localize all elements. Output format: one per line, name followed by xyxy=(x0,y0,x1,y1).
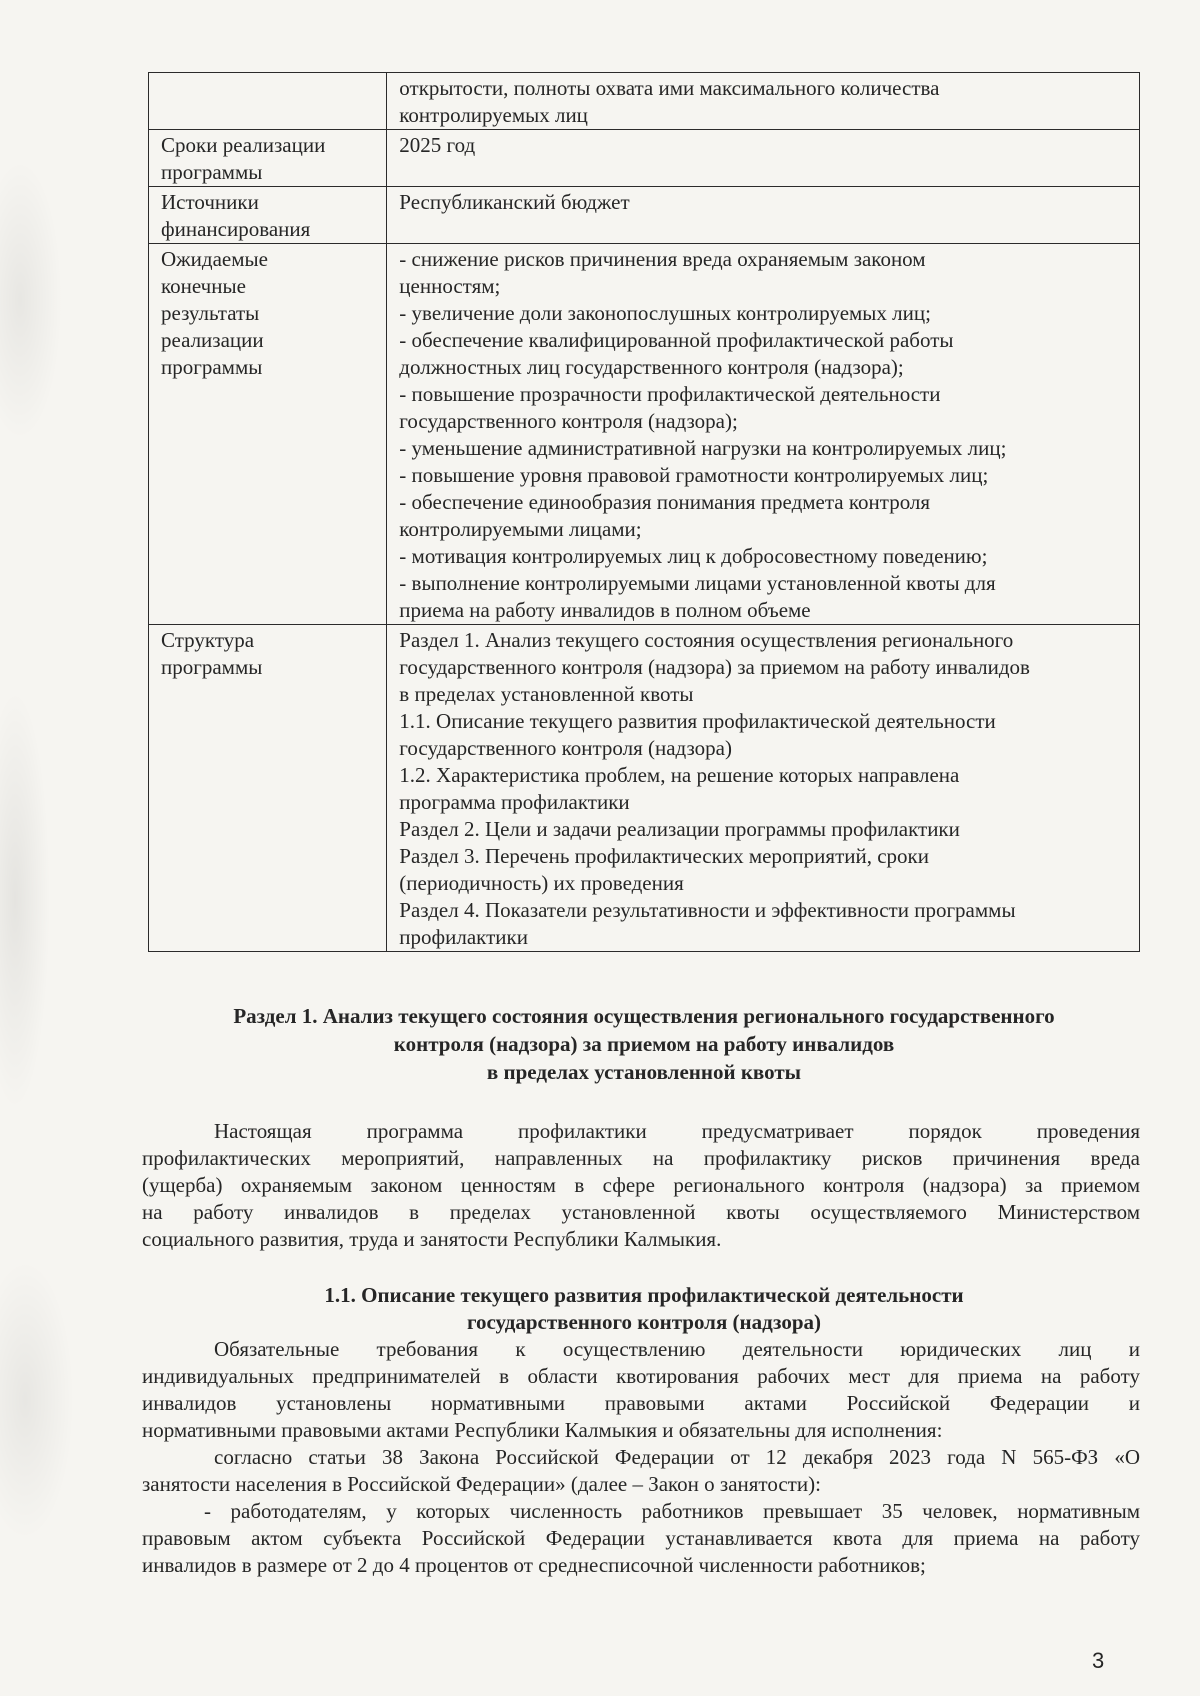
passport-content-line: открытости, полноты охвата ими максимального количества xyxy=(399,76,940,100)
passport-label-line: результаты xyxy=(161,301,260,325)
passport-content-line: программа профилактики xyxy=(399,790,630,814)
passport-content-line: - выполнение контролируемыми лицами установленной квоты для xyxy=(399,571,996,595)
paragraph-line: социального развития, труда и занятости Республики Калмыкия. xyxy=(142,1227,722,1251)
paragraph-line: профилактических мероприятий, направленных на профилактику рисков причинения вреда xyxy=(142,1146,1140,1170)
subsection-heading-line: 1.1. Описание текущего развития профилактической деятельности xyxy=(324,1283,964,1307)
paragraph-line: инвалидов установлены нормативными правовыми актами Российской Федерации и xyxy=(142,1391,1140,1415)
passport-content-line: 1.1. Описание текущего развития профилактической деятельности xyxy=(399,709,996,733)
passport-label-line: программы xyxy=(161,355,263,379)
passport-row xyxy=(149,130,1140,187)
paragraph-line: Настоящая программа профилактики предусматривает порядок проведения xyxy=(214,1119,1140,1143)
passport-content-line: Республиканский бюджет xyxy=(399,190,630,214)
paragraph-line: инвалидов в размере от 2 до 4 процентов от среднесписочной численности работников; xyxy=(142,1553,926,1577)
passport-content-cell xyxy=(387,244,1140,625)
section-1-heading xyxy=(148,1002,1140,1086)
passport-row xyxy=(149,244,1140,625)
passport-content-line: - мотивация контролируемых лиц к добросовестному поведению; xyxy=(399,544,988,568)
requirements-paragraph xyxy=(142,1336,1140,1444)
passport-content-line: - обеспечение единообразия понимания предмета контроля xyxy=(399,490,931,514)
law-reference-paragraph xyxy=(142,1444,1140,1498)
passport-content-line: - повышение прозрачности профилактической деятельности xyxy=(399,382,941,406)
paragraph-line: занятости населения в Российской Федерации» (далее – Закон о занятости): xyxy=(142,1472,821,1496)
passport-label-cell xyxy=(149,130,387,187)
passport-content-line: - повышение уровня правовой грамотности контролируемых лиц; xyxy=(399,463,989,487)
passport-label-cell xyxy=(149,625,387,952)
passport-content-cell xyxy=(387,130,1140,187)
passport-label-cell xyxy=(149,187,387,244)
passport-content-cell xyxy=(387,625,1140,952)
passport-content-line: - снижение рисков причинения вреда охраняемым законом xyxy=(399,247,926,271)
passport-label-line: Ожидаемые xyxy=(161,247,268,271)
passport-content-line: - уменьшение административной нагрузки на контролируемых лиц; xyxy=(399,436,1007,460)
passport-label-line: программы xyxy=(161,160,263,184)
passport-row xyxy=(149,73,1140,130)
section-1-heading-line: контроля (надзора) за приемом на работу инвалидов xyxy=(393,1032,895,1056)
passport-content-line: Раздел 2. Цели и задачи реализации программы профилактики xyxy=(399,817,960,841)
paragraph-line: нормативными правовыми актами Республики Калмыкия и обязательны для исполнения: xyxy=(142,1418,943,1442)
passport-content-line: Раздел 4. Показатели результативности и эффективности программы xyxy=(399,898,1016,922)
passport-content-line: ценностям; xyxy=(399,274,501,298)
passport-label-line: Источники xyxy=(161,190,259,214)
paragraph-line: правовым актом субъекта Российской Федерации устанавливается квота для приема на работу xyxy=(142,1526,1140,1550)
passport-label-cell xyxy=(149,244,387,625)
section-1-heading-line: в пределах установленной квоты xyxy=(486,1060,802,1084)
passport-content-line: государственного контроля (надзора); xyxy=(399,409,738,433)
passport-label-line: конечные xyxy=(161,274,246,298)
passport-label-line: программы xyxy=(161,655,263,679)
passport-content-line: 2025 год xyxy=(399,133,476,157)
passport-content-line: контролируемыми лицами; xyxy=(399,517,642,541)
section-1-heading-line: Раздел 1. Анализ текущего состояния осуществления регионального государственного xyxy=(233,1004,1055,1028)
passport-content-line: в пределах установленной квоты xyxy=(399,682,694,706)
paragraph-line: (ущерба) охраняемым законом ценностям в сфере регионального контроля (надзора) за приемом xyxy=(142,1173,1140,1197)
passport-content-line: - обеспечение квалифицированной профилактической работы xyxy=(399,328,954,352)
paragraph-line: - работодателям, у которых численность работников превышает 35 человек, нормативным xyxy=(204,1499,1140,1523)
page-number: 3 xyxy=(1092,1648,1105,1673)
subsection-1-1-heading xyxy=(148,1282,1140,1336)
section-1-intro-paragraph xyxy=(142,1118,1140,1253)
subsection-heading-line: государственного контроля (надзора) xyxy=(466,1310,822,1334)
passport-label-line: реализации xyxy=(161,328,264,352)
passport-content-line: профилактики xyxy=(399,925,528,949)
passport-content-line: должностных лиц государственного контроля (надзора); xyxy=(399,355,904,379)
passport-content-line: - увеличение доли законопослушных контролируемых лиц; xyxy=(399,301,931,325)
paragraph-line: согласно статьи 38 Закона Российской Федерации от 12 декабря 2023 года N 565-ФЗ «О xyxy=(214,1445,1140,1469)
passport-row xyxy=(149,625,1140,952)
passport-label-cell xyxy=(149,73,387,130)
program-passport-table xyxy=(148,72,1140,952)
passport-content-line: 1.2. Характеристика проблем, на решение которых направлена xyxy=(399,763,960,787)
passport-content-line: Раздел 3. Перечень профилактических мероприятий, сроки xyxy=(399,844,929,868)
quota-paragraph xyxy=(142,1498,1140,1579)
passport-label-line: финансирования xyxy=(161,217,311,241)
passport-label-line: Сроки реализации xyxy=(161,133,326,157)
passport-content-line: приема на работу инвалидов в полном объеме xyxy=(399,598,811,622)
passport-content-line: Раздел 1. Анализ текущего состояния осуществления регионального xyxy=(399,628,1014,652)
passport-row xyxy=(149,187,1140,244)
passport-content-cell xyxy=(387,187,1140,244)
passport-content-line: контролируемых лиц xyxy=(399,103,588,127)
paragraph-line: индивидуальных предпринимателей в области квотирования рабочих мест для приема на работу xyxy=(142,1364,1140,1388)
passport-label-line: Структура xyxy=(161,628,255,652)
paragraph-line: Обязательные требования к осуществлению деятельности юридических лиц и xyxy=(214,1337,1140,1361)
passport-content-line: (периодичность) их проведения xyxy=(399,871,684,895)
passport-content-cell xyxy=(387,73,1140,130)
passport-content-line: государственного контроля (надзора) xyxy=(399,736,732,760)
passport-content-line: государственного контроля (надзора) за приемом на работу инвалидов xyxy=(399,655,1030,679)
paragraph-line: на работу инвалидов в пределах установленной квоты осуществляемого Министерством xyxy=(142,1200,1140,1224)
